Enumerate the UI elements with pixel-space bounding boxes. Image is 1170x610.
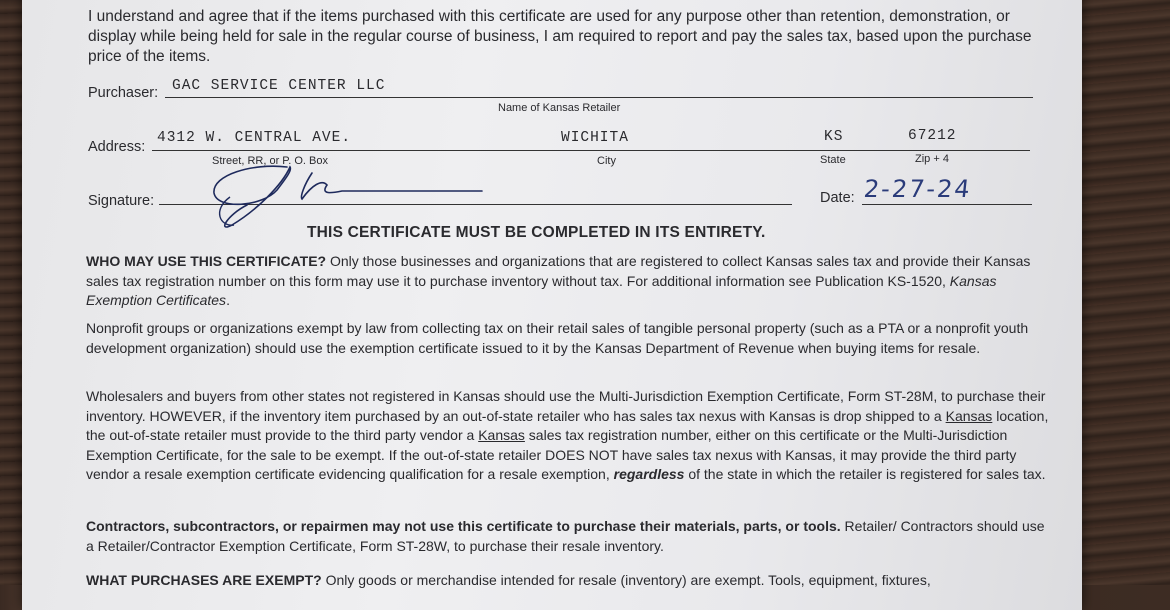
address-label: Address: [88, 139, 146, 155]
who-heading: WHO MAY USE THIS CERTIFICATE? [86, 253, 327, 269]
purchaser-value: GAC SERVICE CENTER LLC [172, 78, 386, 94]
address-city: WICHITA [561, 130, 629, 146]
wholesalers-part2: location, the out-of-state retailer must provide to the third party vendor a [86, 407, 1049, 443]
what-heading: WHAT PURCHASES ARE EXEMPT? [86, 572, 322, 588]
wholesalers-part4: of the state in which the retailer is registered for sales tax. [684, 466, 1046, 482]
wholesalers-part1: Wholesalers and buyers from other states not registered in Kansas should use the Multi-Jurisdiction Exemption Certificate, Form ST-28M, to purchase their inventory. HOWEVER, if the inventory item purchased by an out-of-state retailer who has sales tax nexus with Kansas is drop shipped to a [86, 388, 1046, 424]
contractors-paragraph [86, 517, 1056, 556]
what-text: Only goods or merchandise intended for resale (inventory) are exempt. Tools, equipment, fixtures, [321, 572, 931, 588]
address-street: 4312 W. CENTRAL AVE. [157, 130, 352, 146]
who-paragraph [86, 252, 1056, 311]
who-end: . [226, 292, 230, 308]
date-value: 2-27-24 [862, 175, 974, 203]
state-caption: State [820, 154, 846, 166]
wholesalers-kansas-2: Kansas [478, 427, 525, 443]
purchaser-line [165, 97, 1033, 98]
who-publication-title: Kansas Exemption Certificates [86, 272, 997, 308]
wholesalers-paragraph [86, 387, 1056, 485]
street-caption: Street, RR, or P. O. Box [212, 155, 328, 167]
address-line [152, 150, 1030, 151]
signature-label: Signature: [88, 193, 155, 209]
zip-caption: Zip + 4 [915, 153, 949, 165]
date-line [862, 204, 1032, 205]
wholesalers-part3: sales tax registration number, either on this certificate or the Multi-Jurisdiction Exemption Certificate, for the sale to be exempt. If the out-of-state retailer DOES NOT have sales tax nexus with Kansas, it may provide the third party vendor a resale exemption certificate evidencing qualification for a resale exemption, [86, 427, 1017, 482]
purchaser-caption: Name of Kansas Retailer [498, 102, 621, 114]
purchaser-label: Purchaser: [88, 85, 159, 101]
who-text: Only those businesses and organizations that are registered to collect Kansas sales tax and provide their Kansas sales tax registration number on this form may use it to purchase inventory without tax. For additional information see Publication KS-1520, [86, 253, 1031, 289]
contractors-bold: Contractors, subcontractors, or repairmen may not use this certificate to purchase their materials, parts, or tools. [86, 518, 841, 534]
wood-background-right [1075, 0, 1170, 585]
certificate-page [22, 0, 1082, 610]
wholesalers-kansas-1: Kansas [945, 407, 993, 424]
wholesalers-regardless: regardless [613, 466, 685, 482]
intro-paragraph: I understand and agree that if the items purchased with this certificate are used for any purpose other than retention, demonstration, or display while being held for sale in the regular course of business, I am required to report and pay the sales tax, based upon the purchase price of the items. [88, 8, 1032, 65]
address-zip: 67212 [908, 128, 957, 144]
what-paragraph [86, 571, 1056, 591]
contractors-text: Retailer/ Contractors should use a Retailer/Contractor Exemption Certificate, Form ST-28W, to purchase their resale inventory. [86, 518, 1045, 554]
date-label: Date: [820, 190, 855, 206]
completion-notice: THIS CERTIFICATE MUST BE COMPLETED IN ITS ENTIRETY. [307, 224, 766, 241]
address-state: KS [824, 129, 844, 145]
nonprofit-paragraph: Nonprofit groups or organizations exempt by law from collecting tax on their retail sales of tangible personal property (such as a PTA or a nonprofit youth development organization) should use the exemption certificate issued to it by the Kansas Department of Revenue when buying items for resale. [86, 320, 1029, 356]
city-caption: City [597, 155, 616, 167]
